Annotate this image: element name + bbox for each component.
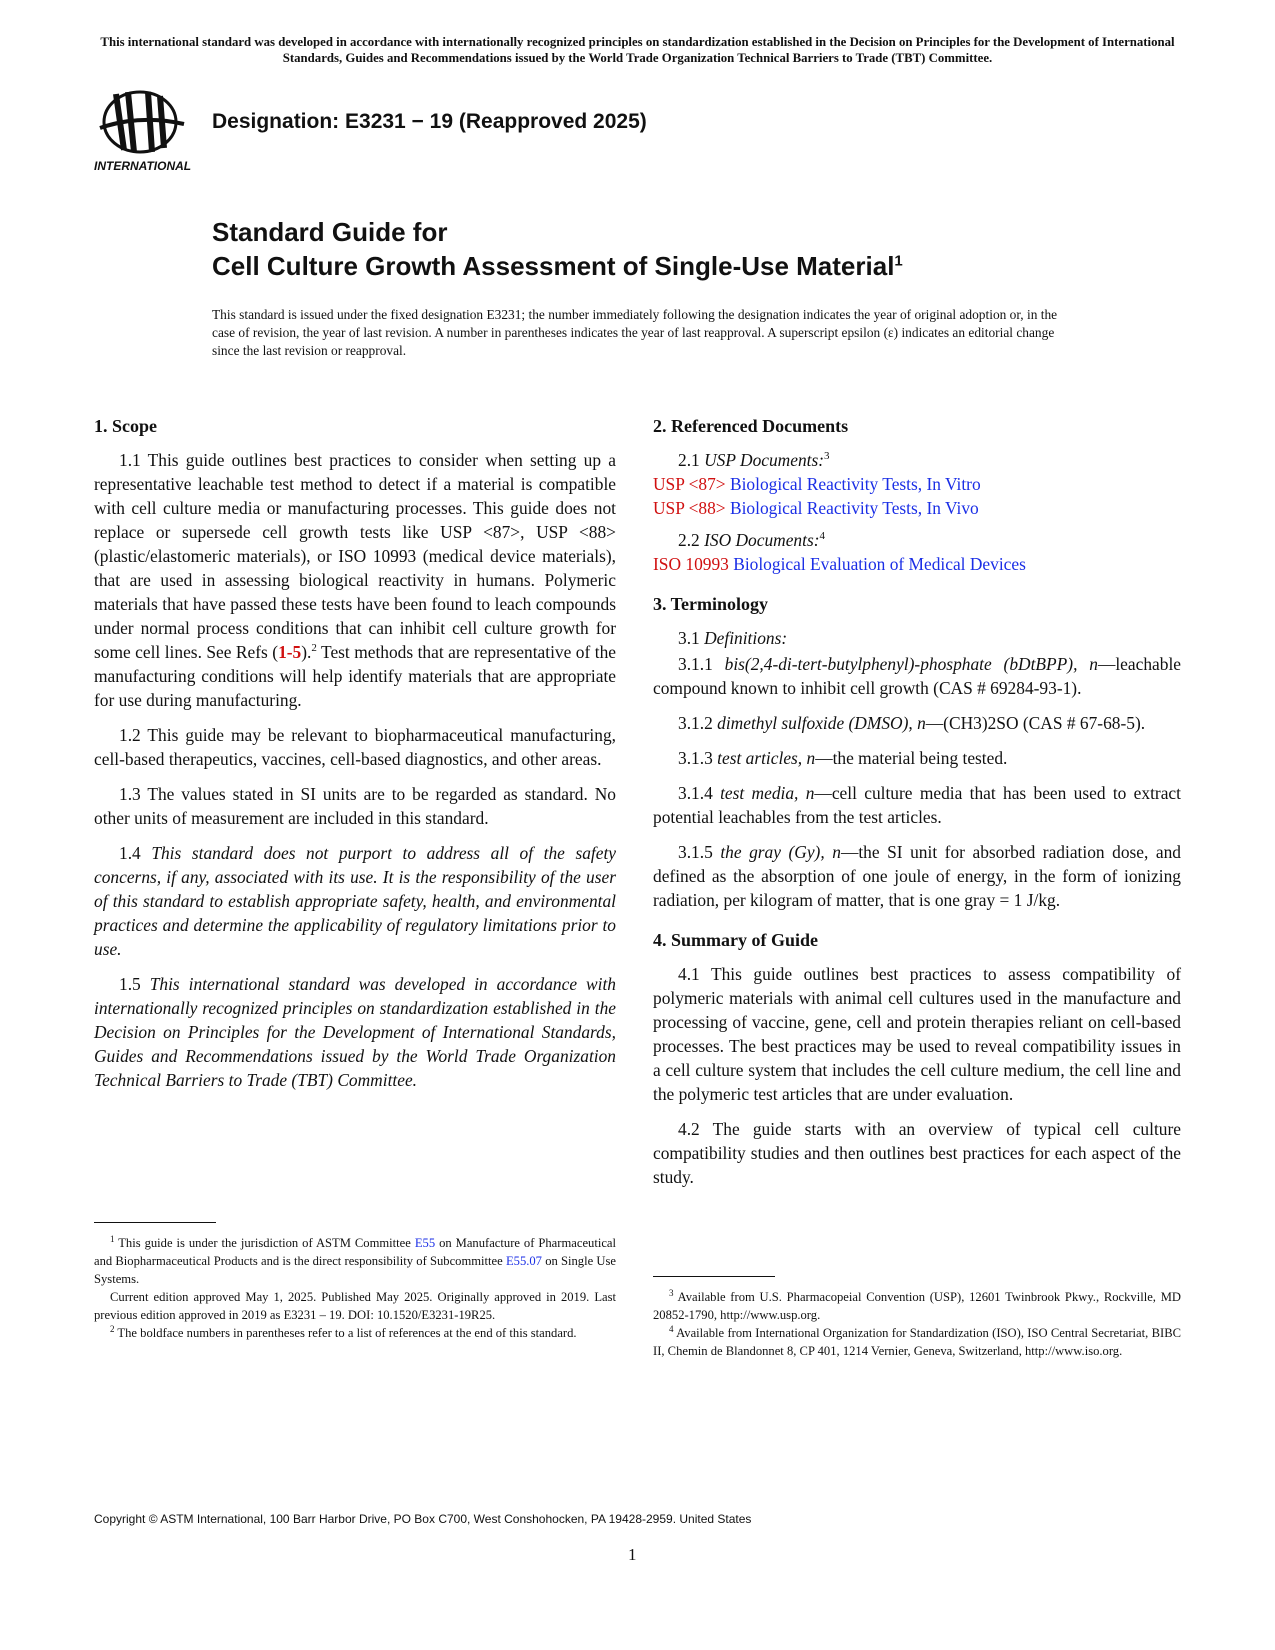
footnote-mark-3: 3: [824, 450, 830, 463]
ref-iso-10993[interactable]: [653, 552, 1181, 576]
iso-documents-label: [653, 528, 1181, 552]
usp-87-title[interactable]: Biological Reactivity Tests, In Vitro: [729, 474, 981, 494]
usp-87-code[interactable]: USP <87>: [653, 474, 726, 494]
issuance-note: This standard is issued under the fixed designation E3231; the number immediately following the designation indicates the year of original adoption or, in the case of revision, the year of last revision. A number in parentheses indicates the year of last reapproval. A superscript epsilon (ε) indicates an editorial change since the last revision or reapproval.: [212, 307, 1058, 358]
footnote-3-text: Available from U.S. Pharmacopeial Convention (USP), 12601 Twinbrook Pkwy., Rockville, MD 20852-1790, http://www.usp.org.: [653, 1290, 1181, 1322]
para-3-1-num: 3.1: [678, 628, 705, 648]
tbt-banner: This international standard was developed in accordance with internationally recognized principles on standardization established in the Decision on Principles for the Development of International Standards, Guides and Recommendations issued by the World Trade Organization Technical Barriers to Trade (TBT) Committee.: [100, 35, 1175, 65]
footnote-4: [653, 1324, 1181, 1360]
term-3-1-4: [653, 781, 1181, 829]
para-3-1: [653, 626, 1181, 650]
usp-documents-label: [653, 448, 1181, 472]
left-column: [94, 414, 616, 1103]
refs-link[interactable]: 1-5: [278, 642, 302, 662]
para-1-4-num: 1.4: [119, 843, 152, 863]
term-3-1-1-term: bis(2,4-di-tert-butylphenyl)-phosphate (bDtBPP), n: [724, 654, 1098, 674]
term-3-1-1-def: —leachable compound known to inhibit cell growth (CAS # 69284-93-1).: [653, 654, 1181, 698]
page-number: 1: [628, 1545, 637, 1564]
usp-label: USP Documents:: [704, 450, 825, 470]
footnote-mark-2: 2: [311, 642, 317, 655]
section-terminology-heading: 3. Terminology: [653, 594, 769, 614]
para-1-3: 1.3 The values stated in SI units are to be regarded as standard. No other units of measurement are included in this standard.: [94, 784, 616, 828]
para-1-4-text: This standard does not purport to address all of the safety concerns, if any, associated with its use. It is the responsibility of the user of this standard to establish appropriate safety, health, and environmental practices and determine the applicability of regulatory limitations prior to use.: [94, 843, 617, 959]
footnote-divider-right: [653, 1276, 775, 1277]
para-1-1-tail: Test methods that are representative of the manufacturing conditions will help identify materials that are appropriate for use during manufacturing.: [94, 642, 616, 710]
logo-text: INTERNATIONAL: [94, 159, 192, 173]
term-3-1-3-term: test articles, n: [717, 748, 816, 768]
para-1-5-num: 1.5: [119, 974, 150, 994]
term-3-1-2-num: 3.1.2: [678, 713, 718, 733]
para-1-2: 1.2 This guide may be relevant to biopharmaceutical manufacturing, cell-based therapeutics, vaccines, cell-based diagnostics, and other areas.: [94, 725, 616, 769]
subcommittee-e55-07-link[interactable]: E55.07: [505, 1254, 542, 1268]
footnotes-left: [94, 1234, 616, 1342]
term-3-1-2: [653, 711, 1181, 735]
title-line-1: Standard Guide for: [212, 217, 448, 247]
term-3-1-5-num: 3.1.5: [678, 842, 721, 862]
iso-num: 2.2: [678, 530, 705, 550]
para-1-5-text: This international standard was developed in accordance with internationally recognized principles on standardization established in the Decision on Principles for the Development of International Standards, Guides and Recommendations issued by the World Trade Organization Technical Barriers to Trade (TBT) Committee.: [94, 974, 616, 1090]
term-3-1-2-def: —(CH3)2SO (CAS # 67-68-5).: [925, 713, 1146, 733]
term-3-1-5-def: —the SI unit for absorbed radiation dose, and defined as the absorption of one joule of energy, in the form of ionizing radiation, per kilogram of matter, that is one gray = 1 J/kg.: [653, 842, 1181, 910]
term-3-1-1: [653, 652, 1181, 700]
footnote-4-text: Available from International Organization for Standardization (ISO), ISO Central Secretariat, BIBC II, Chemin de Blandonnet 8, CP 401, 1214 Vernier, Geneva, Switzerland, http://www.iso.org.: [653, 1326, 1181, 1358]
footnote-4-mark: 4: [669, 1323, 674, 1334]
footnote-1-text-c: on Single Use Systems.: [94, 1254, 616, 1286]
footnote-2: [94, 1324, 616, 1342]
usp-88-code[interactable]: USP <88>: [653, 498, 726, 518]
term-3-1-2-term: dimethyl sulfoxide (DMSO), n: [717, 713, 926, 733]
footnote-1-edition: Current edition approved May 1, 2025. Published May 2025. Originally approved in 2019. Last previous edition approved in 2019 as E3231 – 19. DOI: 10.1520/E3231-19R25.: [94, 1290, 616, 1322]
term-3-1-5-term: the gray (Gy), n: [720, 842, 841, 862]
usp-88-title[interactable]: Biological Reactivity Tests, In Vivo: [729, 498, 979, 518]
committee-e55-link[interactable]: E55: [414, 1236, 436, 1250]
title-line-2-text: Cell Culture Growth Assessment of Single-Use Material: [212, 251, 895, 281]
para-1-1: [94, 448, 616, 712]
para-1-1-text: 1.1 This guide outlines best practices to consider when setting up a representative leachable test method to detect if a material is compatible with cell culture media or manufacturing processes. This guide does not replace or supersede cell growth tests like USP <87>, USP <88> (plastic/elastomeric materials), or ISO 10993 (medical device materials), that are used in assessing biological reactivity in humans. Polymeric materials that have passed these tests have been found to leach compounds under normal process conditions that can inhibit cell culture growth for some cell lines. See Refs (: [94, 450, 616, 662]
footnote-1: [94, 1234, 616, 1288]
term-3-1-4-def: —cell culture media that has been used to extract potential leachables from the test articles.: [653, 783, 1181, 827]
footnote-3-mark: 3: [669, 1287, 674, 1298]
term-3-1-3-num: 3.1.3: [678, 748, 718, 768]
footnote-2-text: The boldface numbers in parentheses refer to a list of references at the end of this standard.: [114, 1326, 577, 1340]
para-1-5: [94, 972, 616, 1092]
footnote-1-mark: 1: [110, 1233, 115, 1244]
term-3-1-3: [653, 746, 1181, 770]
iso-label: ISO Documents:: [704, 530, 820, 550]
title-line-2: [212, 249, 903, 283]
title-footnote-mark: 1: [894, 252, 903, 270]
astm-logo: [94, 84, 194, 176]
term-3-1-4-num: 3.1.4: [678, 783, 721, 803]
term-3-1-4-term: test media, n: [720, 783, 815, 803]
footnote-mark-4: 4: [819, 530, 826, 543]
section-refs-heading: 2. Referenced Documents: [653, 416, 849, 436]
term-3-1-1-num: 3.1.1: [678, 654, 725, 674]
footnote-2-mark: 2: [110, 1323, 115, 1334]
document-title: [212, 215, 903, 283]
right-column: [653, 414, 1181, 1200]
ref-usp-88[interactable]: [653, 496, 1181, 520]
term-3-1-5: [653, 840, 1181, 912]
para-4-2: 4.2 The guide starts with an overview of typical cell culture compatibility studies and then outlines best practices for each aspect of the study.: [653, 1119, 1181, 1187]
usp-num: 2.1: [678, 450, 705, 470]
copyright-notice: Copyright © ASTM International, 100 Barr Harbor Drive, PO Box C700, West Conshohocken, PA 19428-2959. United States: [94, 1512, 752, 1526]
para-4-1: 4.1 This guide outlines best practices to assess compatibility of polymeric materials with animal cell cultures used in the manufacture and processing of vaccine, gene, cell and protein therapies reliant on cell-based processes. The best practices may be used to reveal compatibility issues in a cell culture system that includes the cell culture medium, the cell line and the polymeric test articles that are under evaluation.: [653, 964, 1181, 1104]
footnote-1-text-b: on Manufacture of Pharmaceutical and Biopharmaceutical Products and is the direct responsibility of Subcommittee: [94, 1236, 617, 1268]
term-3-1-3-def: —the material being tested.: [815, 748, 1008, 768]
footnote-divider-left: [94, 1222, 216, 1223]
section-scope-heading: 1. Scope: [94, 416, 157, 436]
ref-usp-87[interactable]: [653, 472, 1181, 496]
para-1-1-close: ).: [301, 642, 312, 662]
iso-10993-title[interactable]: Biological Evaluation of Medical Devices: [733, 554, 1026, 574]
para-3-1-label: Definitions:: [704, 628, 788, 648]
section-summary-heading: 4. Summary of Guide: [653, 930, 819, 950]
para-1-4: [94, 841, 616, 961]
footnote-3: [653, 1288, 1181, 1324]
footnote-1-text-a: This guide is under the jurisdiction of ASTM Committee: [114, 1236, 415, 1250]
designation: Designation: E3231 − 19 (Reapproved 2025): [212, 110, 647, 133]
footnotes-right: [653, 1288, 1181, 1360]
iso-10993-code[interactable]: ISO 10993: [653, 554, 729, 574]
